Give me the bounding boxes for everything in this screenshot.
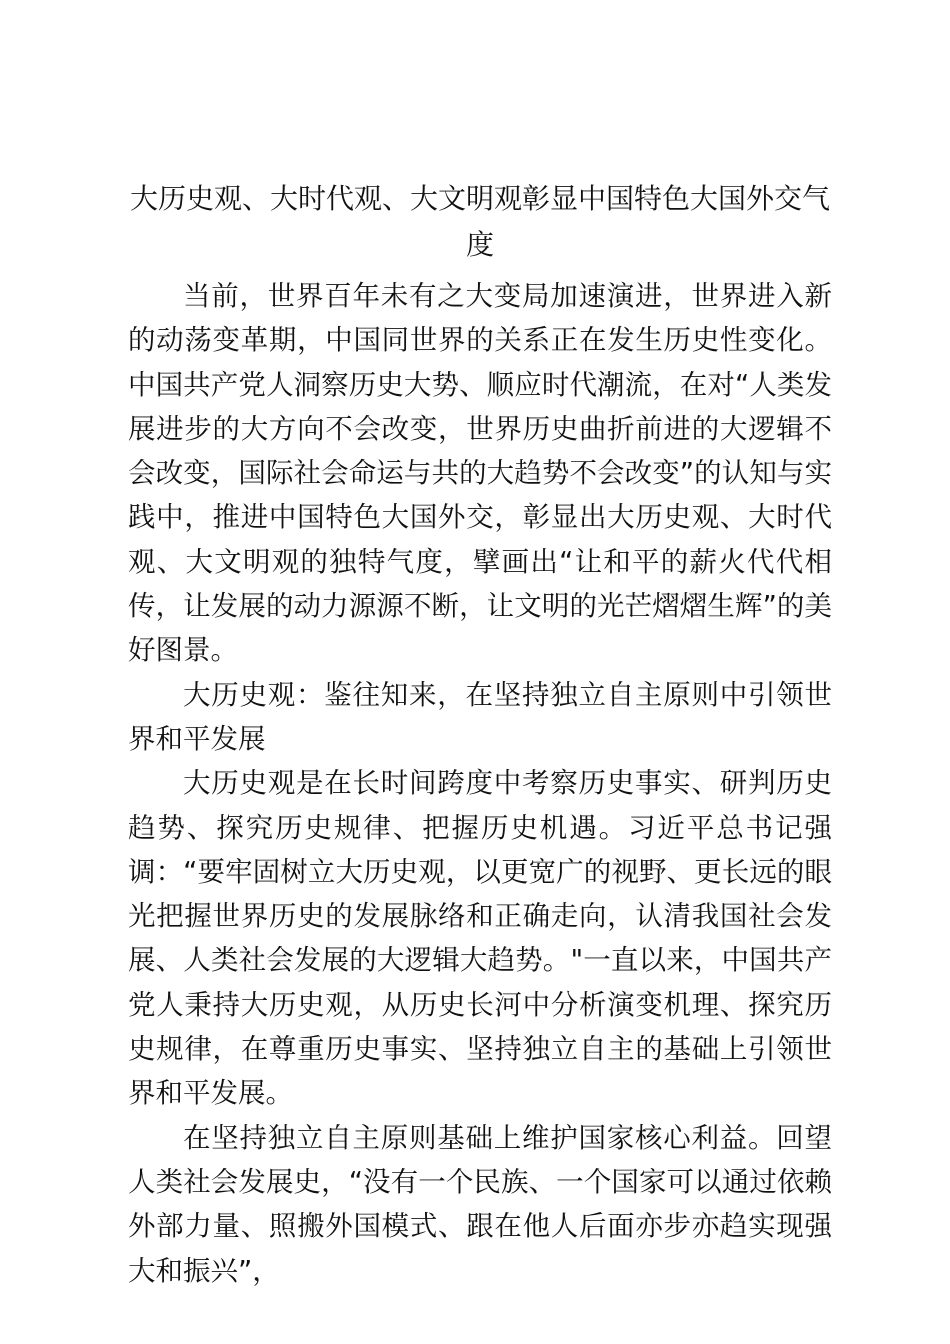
paragraph-intro: 当前，世界百年未有之大变局加速演进，世界进入新的动荡变革期，中国同世界的关系正在发生历史性变化。中国共产党人洞察历史大势、顺应时代潮流，在对“人类发展进步的大方向不会改变，世界历史曲折前进的大逻辑不会改变，国际社会命运与共的大趋势不会改变”的认知与实践中，推进中国特色大国外交，彰显出大历史观、大时代观、大文明观的独特气度，擘画出“让和平的薪火代代相传，让发展的动力源源不断，让文明的光芒熠熠生辉”的美好图景。 xyxy=(128,280,832,667)
document-body xyxy=(128,274,832,1293)
paragraph-independence: 在坚持独立自主原则基础上维护国家核心利益。回望人类社会发展史，“没有一个民族、一个国家可以通过依赖外部力量、照搬外国模式、跟在他人后面亦步亦趋实现强大和振兴”， xyxy=(128,1121,832,1287)
section-heading-history-view: 大历史观：鉴往知来，在坚持独立自主原则中引领世界和平发展 xyxy=(128,678,832,755)
paragraph-history-view: 大历史观是在长时间跨度中考察历史事实、研判历史趋势、探究历史规律、把握历史机遇。习近平总书记强调：“要牢固树立大历史观，以更宽广的视野、更长远的眼光把握世界历史的发展脉络和正确走向，认清我国社会发展、人类社会发展的大逻辑大趋势。"一直以来，中国共产党人秉持大历史观，从历史长河中分析演变机理、探究历史规律，在尊重历史事实、坚持独立自主的基础上引领世界和平发展。 xyxy=(128,767,832,1110)
document-title: 大历史观、大时代观、大文明观彰显中国特色大国外交气度 xyxy=(129,182,830,261)
